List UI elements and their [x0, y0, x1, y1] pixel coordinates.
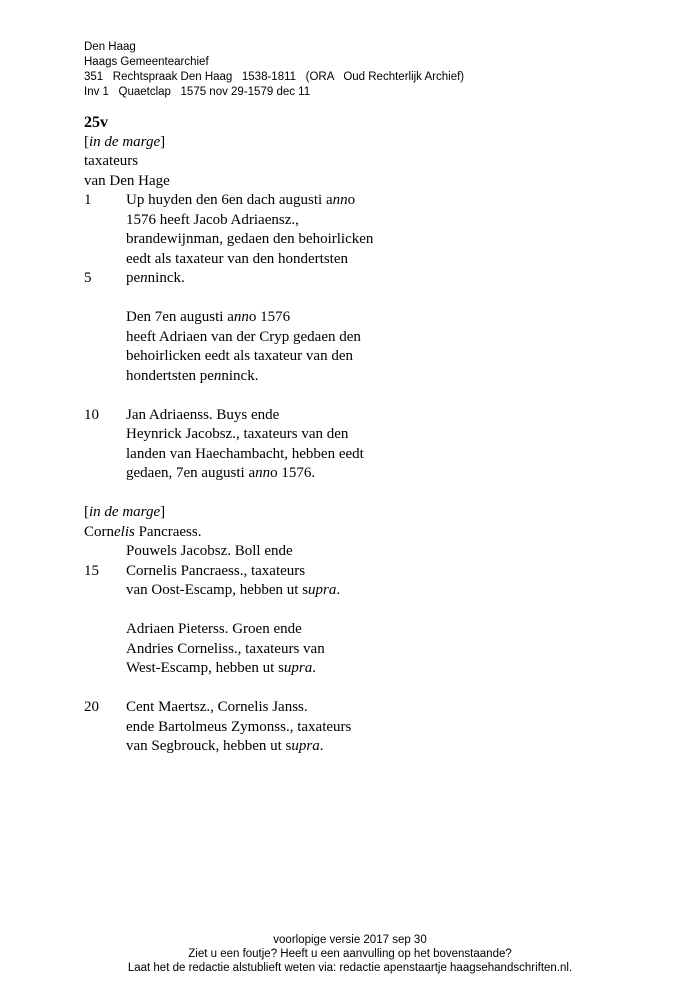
header-collection: 351 Rechtspraak Den Haag 1538-1811 (ORA Oud Rechterlijk Archief)	[84, 71, 465, 83]
text-line: landen van Haechambacht, hebben eedt	[126, 445, 364, 462]
line-number: 15	[84, 562, 99, 579]
text-line: 15 Cornelis Pancraess., taxateurs	[84, 562, 644, 582]
margin-heading: taxateurs	[84, 153, 139, 169]
text-line: Heynrick Jacobsz., taxateurs van den	[126, 426, 349, 442]
text-line: van Segbrouck, hebben ut supra.	[126, 738, 324, 754]
margin-note: [in de marge]	[84, 504, 166, 520]
line-number: 1	[84, 192, 92, 208]
text-line: van Oost-Escamp, hebben ut supra.	[126, 582, 341, 598]
text-line: behoirlicken eedt als taxateur van den	[126, 348, 353, 364]
header-inventory: Inv 1 Quaetclap 1575 nov 29-1579 dec 11	[84, 86, 311, 98]
header-city: Den Haag	[84, 41, 136, 53]
text-line: brandewijnman, gedaen den behoirlicken	[126, 231, 374, 247]
document-header	[84, 40, 464, 100]
transcription-body	[84, 113, 644, 757]
line-number: 5	[84, 270, 92, 286]
text-line: gedaen, 7en augusti anno 1576.	[126, 465, 316, 481]
line-number: 10	[84, 406, 99, 423]
footer-version: voorlopige versie 2017 sep 30	[273, 934, 427, 946]
text-line: eedt als taxateur van den hondertsten	[126, 250, 348, 267]
line-number: 20	[84, 699, 99, 715]
footer-contact: Laat het de redactie alstublieft weten via: redactie apenstaartje haagsehandschriften.nl.	[127, 962, 573, 974]
margin-name: Cornelis Pancraess.	[84, 523, 202, 540]
margin-note: [in de marge]	[84, 133, 166, 150]
document-footer	[0, 933, 700, 975]
text-line: 5 penninck.	[84, 269, 644, 289]
text-line: West-Escamp, hebben ut supra.	[126, 660, 317, 676]
text-line: 1576 heeft Jacob Adriaensz.,	[126, 211, 299, 228]
text-line: ende Bartolmeus Zymonss., taxateurs	[126, 718, 352, 735]
text-line: 20 Cent Maertsz., Cornelis Janss.	[84, 698, 644, 718]
text-line: hondertsten penninck.	[126, 367, 259, 384]
text-line: heeft Adriaen van der Cryp gedaen den	[126, 328, 361, 345]
text-line: Adriaen Pieterss. Groen ende	[126, 621, 302, 637]
text-line: Pouwels Jacobsz. Boll ende	[126, 543, 293, 559]
text-line: 10 Jan Adriaenss. Buys ende	[84, 406, 644, 426]
text-line: Den 7en augusti anno 1576	[126, 309, 291, 325]
text-line: 1 Up huyden den 6en dach augusti anno	[84, 191, 644, 211]
header-archive: Haags Gemeentearchief	[84, 56, 209, 68]
footer-question: Ziet u een foutje? Heeft u een aanvulling op het bovenstaande?	[188, 948, 512, 960]
folio-number: 25v	[84, 114, 108, 131]
margin-heading: van Den Hage	[84, 172, 170, 189]
text-line: Andries Corneliss., taxateurs van	[126, 640, 325, 657]
